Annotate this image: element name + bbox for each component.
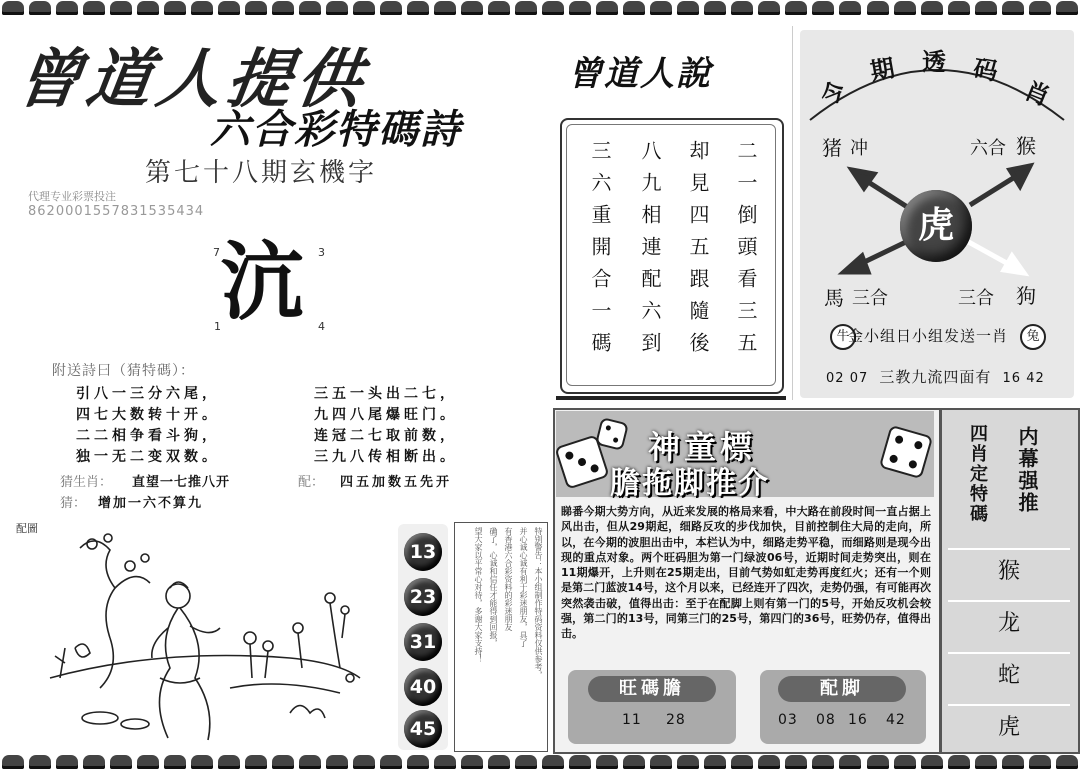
notice-column: 特别警告：本小组制作特码资料仅供参考，	[534, 527, 543, 679]
match-number: 42	[886, 712, 906, 728]
border-bump	[164, 755, 186, 769]
poem-line: 四七大数转十开。	[76, 407, 220, 423]
border-bump	[83, 755, 105, 769]
border-bump	[921, 755, 943, 769]
border-bump	[164, 1, 186, 15]
zodiac-title-char: 肖	[1020, 76, 1054, 112]
center-zodiac: 虎	[900, 190, 972, 262]
border-bump	[29, 755, 51, 769]
border-bump	[326, 755, 348, 769]
inside-zodiac: 虎	[948, 704, 1070, 746]
mystery-character: 沆	[220, 233, 305, 331]
match-number: 08	[816, 712, 836, 728]
border-bump	[191, 755, 213, 769]
right-badge: 兔	[1020, 324, 1046, 350]
poem-heading: 附送詩曰（猜特碼）：	[52, 363, 195, 379]
promo-subtitle: 膽拖脚推介	[610, 466, 770, 501]
bottom-phrase: 三教九流四面有	[879, 368, 992, 386]
number-ball: 40	[404, 668, 442, 706]
border-bump	[975, 755, 997, 769]
bottom-num: 42	[1026, 371, 1045, 386]
poem-line: 独一无二变双数。	[76, 449, 220, 465]
poem-line: 三五一头出二七，	[314, 386, 458, 402]
poem-line: 连冠二七取前数，	[314, 428, 458, 444]
border-bump	[407, 1, 429, 15]
border-bump	[326, 1, 348, 15]
border-bump	[461, 755, 483, 769]
zodiac-top-right-word: 六合	[970, 138, 1006, 159]
hot-number-label: 旺碼膽	[588, 676, 716, 702]
border-bump	[110, 755, 132, 769]
border-bump	[677, 755, 699, 769]
number-ball: 23	[404, 578, 442, 616]
border-bump	[975, 1, 997, 15]
border-bump	[839, 755, 861, 769]
border-bump	[785, 755, 807, 769]
border-bump	[272, 1, 294, 15]
border-bump	[56, 755, 78, 769]
match-number: 03	[778, 712, 798, 728]
border-bump	[137, 1, 159, 15]
match-number: 16	[848, 712, 868, 728]
border-bump	[650, 1, 672, 15]
border-bump	[596, 755, 618, 769]
border-bump	[2, 1, 24, 15]
border-bump	[245, 755, 267, 769]
guess-zodiac-label: 猜生肖：	[60, 475, 113, 490]
corner-top-right: 3	[318, 246, 325, 259]
border-bump	[515, 755, 537, 769]
hot-number: 11	[622, 712, 642, 728]
border-bump	[948, 1, 970, 15]
border-bump	[272, 755, 294, 769]
corner-bottom-right: 4	[318, 320, 325, 333]
zodiac-bottom-right-word: 三合	[958, 288, 994, 309]
poem-right-block	[314, 384, 458, 468]
number-ball: 45	[404, 710, 442, 748]
guess-value: 增加一六不算九	[98, 496, 204, 511]
zodiac-top-right: 猴	[1016, 134, 1036, 158]
border-bump	[488, 1, 510, 15]
corner-bottom-left: 1	[214, 320, 221, 333]
zodiac-title-char: 透	[922, 48, 946, 76]
border-bump	[704, 1, 726, 15]
match-label: 配：	[298, 475, 325, 490]
border-bump	[380, 755, 402, 769]
border-bump	[218, 1, 240, 15]
border-bump	[380, 1, 402, 15]
border-bump	[434, 1, 456, 15]
notice-column: 有香港六合彩资料的彩迷朋友	[504, 527, 513, 631]
bottom-num: 02	[826, 371, 845, 386]
promo-title: 神童標	[648, 428, 757, 466]
border-bump	[731, 1, 753, 15]
bottom-num: 16	[1002, 371, 1022, 386]
zodiac-bottom-left: 馬	[824, 286, 844, 310]
border-bump	[461, 1, 483, 15]
bottom-num: 07	[849, 371, 869, 386]
bottom-border	[0, 754, 1080, 770]
zodiac-top-left: 猪	[822, 136, 842, 160]
border-bump	[191, 1, 213, 15]
inside-zodiac: 龙	[948, 600, 1070, 646]
guess-label: 猜：	[60, 496, 87, 511]
border-bump	[56, 1, 78, 15]
border-bump	[434, 755, 456, 769]
border-bump	[2, 755, 24, 769]
border-bump	[569, 755, 591, 769]
border-bump	[137, 755, 159, 769]
border-bump	[353, 755, 375, 769]
small-grey-text: 代理专业彩票投注	[28, 190, 116, 203]
inside-zodiac: 蛇	[948, 652, 1070, 698]
border-bump	[569, 1, 591, 15]
tip-bar: 金小组日小组发送一肖	[847, 327, 1008, 345]
border-bump	[704, 755, 726, 769]
notice-box	[454, 522, 548, 752]
top-border	[0, 0, 1080, 16]
border-bump	[1056, 1, 1078, 15]
border-bump	[110, 1, 132, 15]
border-bump	[812, 755, 834, 769]
inside-zodiac: 猴	[948, 548, 1070, 594]
number-ball: 13	[404, 533, 442, 571]
border-bump	[542, 755, 564, 769]
border-bump	[623, 1, 645, 15]
poem-line: 二二相争看斗狗，	[76, 428, 220, 444]
guess-zodiac-value: 直望一七推八开	[132, 475, 231, 490]
poem-line: 三九八传相断出。	[314, 449, 458, 465]
border-bump	[1029, 1, 1051, 15]
border-bump	[245, 1, 267, 15]
saying-column: 八九相連配六到	[638, 140, 662, 364]
tree-branch	[80, 541, 115, 638]
zodiac-bottom-right: 狗	[1016, 284, 1036, 308]
main-title: 曾道人提供	[11, 43, 373, 117]
border-bump	[542, 1, 564, 15]
border-bump	[1029, 755, 1051, 769]
border-bump	[515, 1, 537, 15]
border-bump	[1002, 1, 1024, 15]
border-bump	[218, 755, 240, 769]
poem-line: 九四八尾爆旺门。	[314, 407, 458, 423]
zodiac-title-char: 码	[971, 54, 1000, 86]
hot-number: 28	[666, 712, 686, 728]
border-bump	[650, 755, 672, 769]
zodiac-title-char: 今	[816, 76, 850, 112]
lady-illustration	[40, 528, 370, 746]
border-bump	[1056, 755, 1078, 769]
left-badge: 牛	[830, 324, 856, 350]
border-bump	[1002, 755, 1024, 769]
border-bump	[921, 1, 943, 15]
poem-line: 引八一三分六尾，	[76, 386, 220, 402]
border-bump	[758, 755, 780, 769]
saying-column: 却見四五跟隨後	[686, 140, 710, 364]
sub-title: 六合彩特碼詩	[210, 107, 462, 153]
border-bump	[596, 1, 618, 15]
illustration-label: 配圖	[16, 522, 38, 535]
border-bump	[839, 1, 861, 15]
saying-title: 曾道人說	[568, 54, 712, 94]
border-bump	[299, 755, 321, 769]
border-bump	[29, 1, 51, 15]
match-number-label: 配脚	[778, 676, 906, 702]
border-bump	[623, 755, 645, 769]
promo-text: 睇番今期大势方向，从近来发展的格局来看，中大路在前段时间一直占据上风出击，但从29期起，细路反攻的步伐加快，目前控制住大局的走向，所以，在今期的波胆出击中，本栏认为中，细路走势平稳，而细路则是现今出现的重点对象。两个旺码胆为第一门绿波06号，近期时间走势突出，则在11期爆开，上升则在25期走出，目前气势如虹走势再度红火；还有一个则是第二门蓝波14号，这个月以来，已经连开了四次，走势仍强，有可能再次突然袭击破，值得出击：至于在配脚上则有第一门的5号，开始反攻机会较强，第二门的13号，同第三门的25号，第四门的36号，旺势仍存，值得出击。	[561, 505, 931, 641]
border-bump	[353, 1, 375, 15]
border-bump	[894, 1, 916, 15]
match-value: 四五加数五先开	[340, 475, 453, 490]
zodiac-title-char: 期	[868, 54, 897, 86]
border-bump	[83, 1, 105, 15]
saying-column: 二一倒頭看三五	[734, 140, 758, 364]
notice-column: 望大家以平常心对待，多谢大家支持！	[474, 527, 483, 663]
inside-title-left: 四肖定特碼	[967, 424, 988, 524]
border-bump	[785, 1, 807, 15]
number-ball: 31	[404, 623, 442, 661]
border-bump	[867, 1, 889, 15]
saying-column: 三六重開合一碼	[588, 140, 612, 364]
notice-column: 并心诚心诚有利于彩迷朋友，具了	[519, 527, 528, 647]
zodiac-bottom-line	[826, 366, 1045, 387]
issue-line: 第七十八期玄機字	[145, 158, 378, 188]
divider-line	[556, 396, 786, 400]
zodiac-top-left-word: 冲	[850, 138, 868, 159]
poem-left-block	[76, 384, 220, 468]
phone-number: 8620001557831535434	[28, 204, 205, 219]
border-bump	[867, 755, 889, 769]
corner-top-left: 7	[213, 246, 220, 259]
border-bump	[677, 1, 699, 15]
border-bump	[894, 755, 916, 769]
border-bump	[407, 755, 429, 769]
border-bump	[488, 755, 510, 769]
zodiac-bottom-left-word: 三合	[852, 288, 888, 309]
border-bump	[299, 1, 321, 15]
inside-title-right: 内幕强推	[1015, 426, 1039, 514]
border-bump	[731, 755, 753, 769]
border-bump	[948, 755, 970, 769]
border-bump	[812, 1, 834, 15]
notice-column: 确了，心诚和信任才能得到回报，	[489, 527, 498, 647]
border-bump	[758, 1, 780, 15]
